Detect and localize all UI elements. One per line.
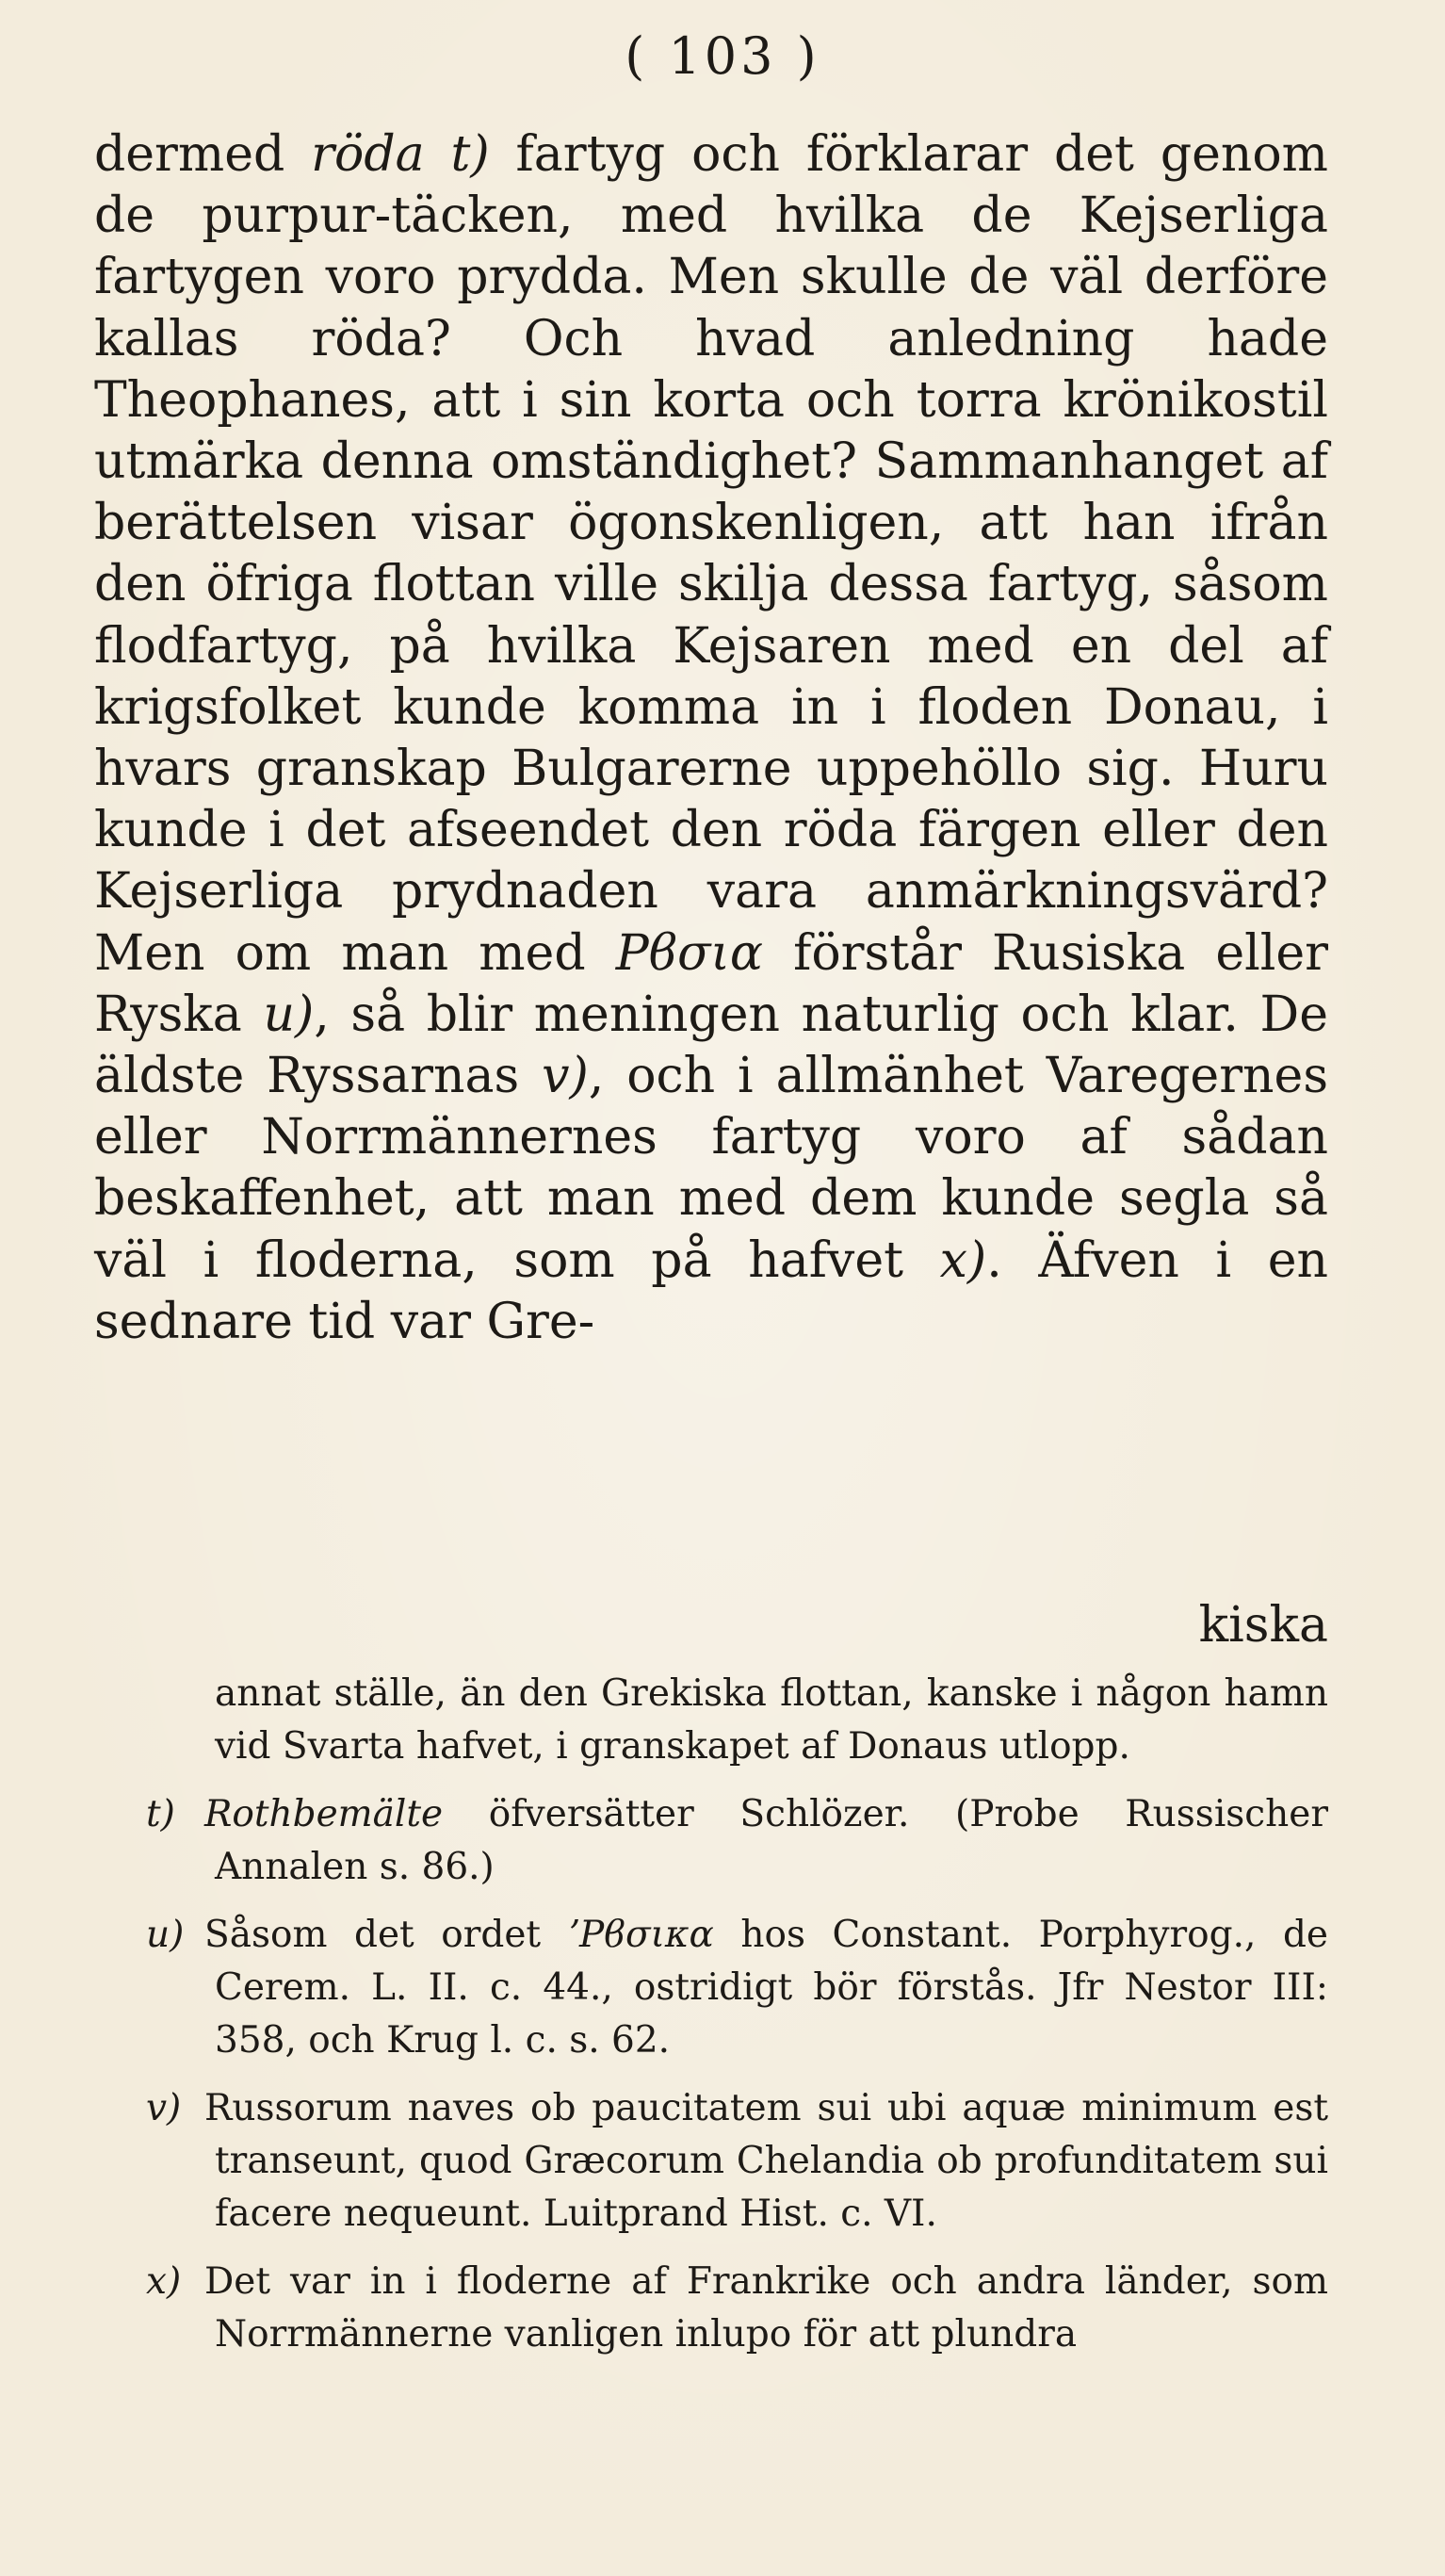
footnotes bbox=[94, 1668, 1328, 2376]
footnote-text: Russorum naves ob paucitatem sui ubi aquæ minimum est transeunt, quod Græcorum Chelandia ob profunditatem sui facere nequeunt. Luitprand Hist. c. VI. bbox=[204, 2087, 1328, 2235]
footnote-mark: t) bbox=[146, 1793, 175, 1835]
greek-word: ʼΡϐσικα bbox=[567, 1914, 714, 1956]
footnote-title: Rothbemälte bbox=[204, 1793, 444, 1835]
body-run: dermed bbox=[94, 126, 312, 183]
footnote-mark: u) bbox=[146, 1914, 185, 1956]
main-paragraph bbox=[94, 124, 1328, 1353]
catchword: kiska bbox=[1198, 1597, 1328, 1654]
greek-word: Ρϐσια bbox=[615, 924, 763, 982]
footnote-text: hos Constant. Porphyrog., de Cerem. L. II. c. 44., ostridigt bör förstås. Jfr Nestor III: 358, och Krug l. c. s. 62. bbox=[215, 1914, 1328, 2062]
footnote-ref-v: v) bbox=[542, 1048, 589, 1105]
footnote-continued: annat ställe, än den Grekiska flottan, kanske i någon hamn vid Svarta hafvet, i granskapet af Donaus utlopp. bbox=[215, 1672, 1328, 1768]
footnote-mark: v) bbox=[146, 2087, 182, 2129]
footnote-ref-x: x) bbox=[939, 1231, 987, 1289]
main-text bbox=[94, 124, 1328, 1353]
body-run: , och i allmänhet Varegernes eller Norrmännernes fartyg voro af sådan beskaffenhet, att man med dem kunde segla så väl i floderna, som på hafvet bbox=[94, 1048, 1329, 1289]
footnote-text: öfversätter Schlözer. (Probe Russischer Annalen s. 86.) bbox=[215, 1793, 1328, 1888]
footnote-text: Det var in i floderne af Frankrike och andra länder, som Norrmännerne vanligen inlupo för att plundra bbox=[204, 2260, 1328, 2356]
footnote-u bbox=[146, 1909, 1328, 2067]
footnote-text: Såsom det ordet bbox=[204, 1914, 568, 1956]
footnote-mark: x) bbox=[146, 2260, 182, 2303]
body-run: . Äfven i en sednare tid var Gre- bbox=[94, 1231, 1328, 1350]
footnote-x bbox=[146, 2256, 1328, 2361]
footnote-v bbox=[146, 2082, 1328, 2241]
footnote-ref-u: u) bbox=[263, 986, 315, 1043]
body-run: , så blir meningen naturlig och klar. De äldste Ryssarnas bbox=[94, 986, 1329, 1105]
footnote-t bbox=[146, 1788, 1328, 1894]
body-run: fartyg och förklarar det genom de purpur-täcken, med hvilka de Kejserliga fartygen voro prydda. Men skulle de väl derföre kallas röda? Och hvad anledning hade Theophanes, att i sin korta och torra krönikostil utmärka denna omständighet? Sammanhanget af berättelsen visar ögonskenligen, att han ifrån den öfriga flottan ville skilja dessa fartyg, såsom flodfartyg, på hvilka Kejsaren med en del af krigsfolket kunde komma in i floden Donau, i hvars granskap Bulgarerne uppehöllo sig. Huru kunde i det afseendet den röda färgen eller den Kejserliga prydnaden vara anmärkningsvärd? Men om man med bbox=[94, 126, 1328, 982]
page-number: ( 103 ) bbox=[625, 26, 820, 86]
footnote-ref-t: röda t) bbox=[311, 126, 490, 183]
body-run: förstår Rusiska eller Ryska bbox=[94, 924, 1328, 1043]
